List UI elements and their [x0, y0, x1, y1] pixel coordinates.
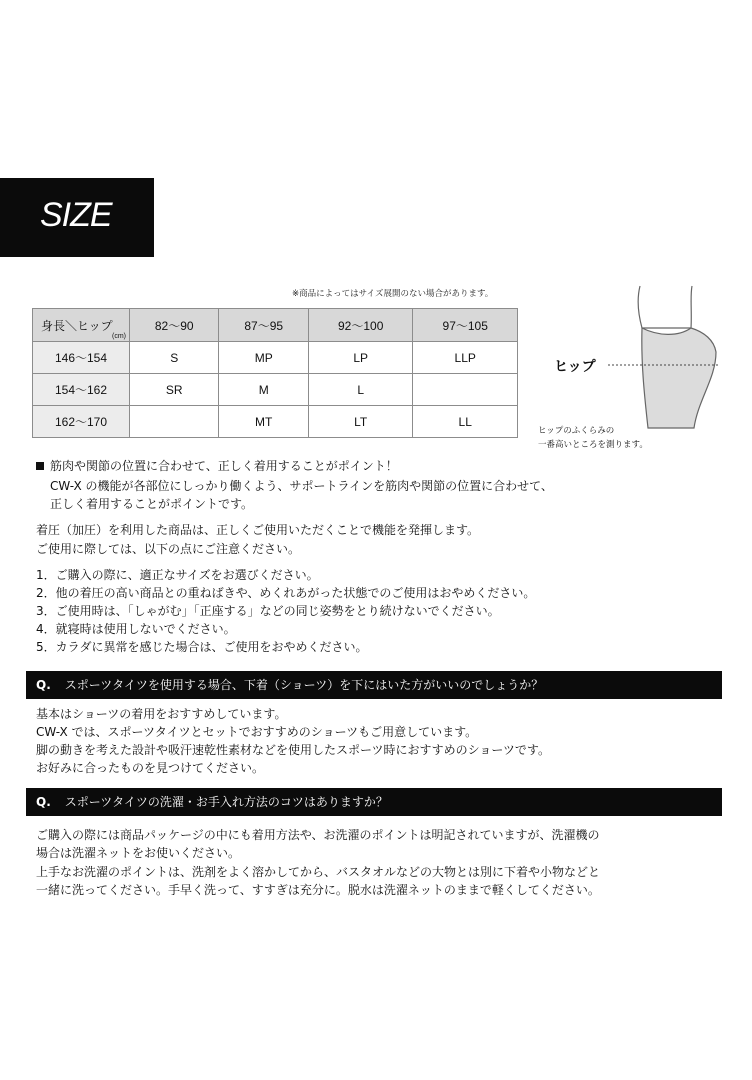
size-cell — [413, 374, 518, 406]
q-mark: Q. — [36, 678, 51, 692]
availability-note: ※商品によってはサイズ展開のない場合があります。 — [292, 289, 494, 299]
size-cell: MP — [219, 342, 308, 374]
question-bar — [26, 671, 722, 699]
size-cell: L — [308, 374, 413, 406]
question-text: スポーツタイツの洗濯・お手入れ方法のコツはありますか？ — [64, 795, 388, 809]
size-cell: LLP — [413, 342, 518, 374]
caution-item: 3．ご使用時は、「しゃがむ」「正座する」などの同じ姿勢をとり続けないでください。 — [36, 604, 500, 618]
square-bullet-icon — [36, 462, 44, 470]
question-bar — [26, 788, 722, 816]
size-cell: SR — [130, 374, 219, 406]
corner-label: 身長＼ヒップ — [41, 318, 113, 333]
point-heading: 筋肉や関節の位置に合わせて、正しく着用することがポイント！ — [36, 457, 398, 475]
answer-line: 一緒に洗ってください。手早く洗って、すすぎは充分に。脱水は洗濯ネットのままで軽くしてください。 — [36, 883, 600, 897]
size-cell — [130, 406, 219, 438]
hip-caption-line: 一番高いところを測ります。 — [538, 440, 648, 450]
size-cell: LT — [308, 406, 413, 438]
answer-line: 場合は洗濯ネットをお使いください。 — [36, 846, 241, 860]
size-banner — [0, 178, 154, 257]
leg-silhouette — [638, 286, 692, 328]
hip-column-header: 97〜105 — [413, 309, 518, 342]
table-row — [33, 342, 518, 374]
intro-text: ご使用に際しては、以下の点にご注意ください。 — [36, 542, 301, 556]
point-text: CW-X の機能が各部位にしっかり働くよう、サポートラインを筋肉や関節の位置に合わせて、 — [50, 479, 553, 493]
table-row — [33, 374, 518, 406]
hip-label: ヒップ — [554, 359, 596, 375]
height-row-header: 154〜162 — [33, 374, 130, 406]
question-text: スポーツタイツを使用する場合、下着（ショーツ）を下にはいた方がいいのでしょうか？ — [64, 678, 544, 692]
size-cell: MT — [219, 406, 308, 438]
size-cell: LP — [308, 342, 413, 374]
height-row-header: 162〜170 — [33, 406, 130, 438]
hip-column-header: 82〜90 — [130, 309, 219, 342]
caution-item: 1．ご購入の際に、適正なサイズをお選びください。 — [36, 568, 319, 582]
height-row-header: 146〜154 — [33, 342, 130, 374]
size-chart-table — [32, 308, 518, 438]
hip-column-header: 87〜95 — [219, 309, 308, 342]
point-text: 正しく着用することがポイントです。 — [50, 497, 254, 511]
corner-unit: (cm) — [112, 333, 126, 340]
size-cell: M — [219, 374, 308, 406]
hip-shape — [642, 328, 716, 428]
hip-caption-line: ヒップのふくらみの — [538, 426, 615, 436]
intro-text: 着圧（加圧）を利用した商品は、正しくご使用いただくことで機能を発揮します。 — [36, 523, 480, 537]
q-mark: Q. — [36, 795, 51, 809]
table-header-row — [33, 309, 518, 342]
answer-line: ご購入の際には商品パッケージの中にも着用方法や、お洗濯のポイントは明記されていますが、洗濯機の — [36, 828, 600, 842]
hip-caption — [538, 424, 648, 452]
caution-item: 2．他の着圧の高い商品との重ねばきや、めくれあがった状態でのご使用はおやめください。 — [36, 586, 536, 600]
size-cell: LL — [413, 406, 518, 438]
corner-header — [33, 309, 130, 342]
size-title: SIZE — [40, 196, 112, 234]
size-cell: S — [130, 342, 219, 374]
answer-line: お好みに合ったものを見つけてください。 — [36, 761, 265, 775]
answer-line: 脚の動きを考えた設計や吸汗速乾性素材などを使用したスポーツ時におすすめのショーツです。 — [36, 743, 550, 757]
table-row — [33, 406, 518, 438]
caution-item: 4．就寝時は使用しないでください。 — [36, 622, 236, 636]
answer-line: 基本はショーツの着用をおすすめしています。 — [36, 707, 287, 721]
caution-item: 5．カラダに異常を感じた場合は、ご使用をおやめください。 — [36, 640, 368, 654]
hip-column-header: 92〜100 — [308, 309, 413, 342]
answer-line: 上手なお洗濯のポイントは、洗剤をよく溶かしてから、バスタオルなどの大物とは別に下着や小物などと — [36, 865, 601, 879]
answer-line: CW-X では、スポーツタイツとセットでおすすめのショーツもご用意しています。 — [36, 725, 478, 739]
